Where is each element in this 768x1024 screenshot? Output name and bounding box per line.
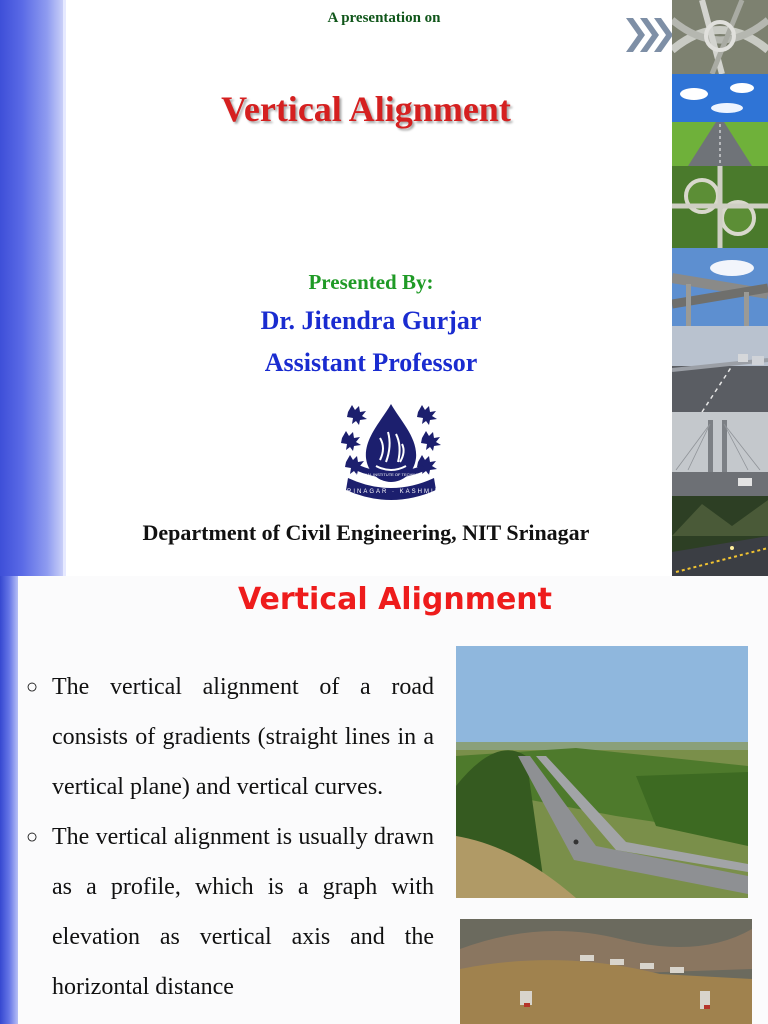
- cable-bridge-photo: [672, 412, 768, 496]
- cloverleaf-photo: [672, 166, 768, 248]
- mountain-highway-photo: [460, 919, 752, 1024]
- bullet-item: [26, 812, 434, 1012]
- overpass-photo: [672, 248, 768, 326]
- bullet-list: [26, 662, 434, 1012]
- bullet-text: The vertical alignment of a road consists of gradients (straight lines in a vertical plane) and vertical curves.: [52, 674, 434, 800]
- presenter-role: Assistant Professor: [264, 348, 478, 377]
- svg-text:SRINAGAR · KASHMIR: SRINAGAR · KASHMIR: [340, 489, 442, 495]
- bullet-item: [26, 662, 434, 812]
- nit-srinagar-logo-icon: [336, 398, 446, 506]
- left-accent-bar: [0, 576, 18, 1024]
- presentation-title: Vertical Alignment: [221, 89, 511, 129]
- content-slide: [0, 576, 768, 1024]
- interchange-photo: [672, 0, 768, 74]
- chevron-arrows-icon: [624, 14, 674, 56]
- road-photo-strip: [672, 0, 768, 576]
- circle-bullet-icon: ○: [26, 826, 39, 848]
- mountain-road-photo: [672, 496, 768, 576]
- bullet-text: The vertical alignment is usually drawn as a profile, which is a graph with elevation as vertical axis and the horizontal distance: [52, 824, 434, 1000]
- presenter-name: Dr. Jitendra Gurjar: [260, 306, 482, 335]
- highway-photo: [672, 326, 768, 412]
- slide-title: Vertical Alignment: [237, 582, 553, 617]
- circle-bullet-icon: ○: [26, 676, 39, 698]
- straight-road-photo: [672, 74, 768, 166]
- road-valley-photo: [456, 646, 748, 898]
- department-line: Department of Civil Engineering, NIT Srinagar: [142, 520, 590, 545]
- presentation-subtitle: A presentation on: [327, 10, 441, 26]
- presented-by-label: Presented By:: [308, 270, 434, 294]
- svg-text:NATIONAL INSTITUTE OF TECHNOLO: NATIONAL INSTITUTE OF TECHNOLOGY: [352, 472, 430, 477]
- left-accent-bar: [0, 0, 63, 576]
